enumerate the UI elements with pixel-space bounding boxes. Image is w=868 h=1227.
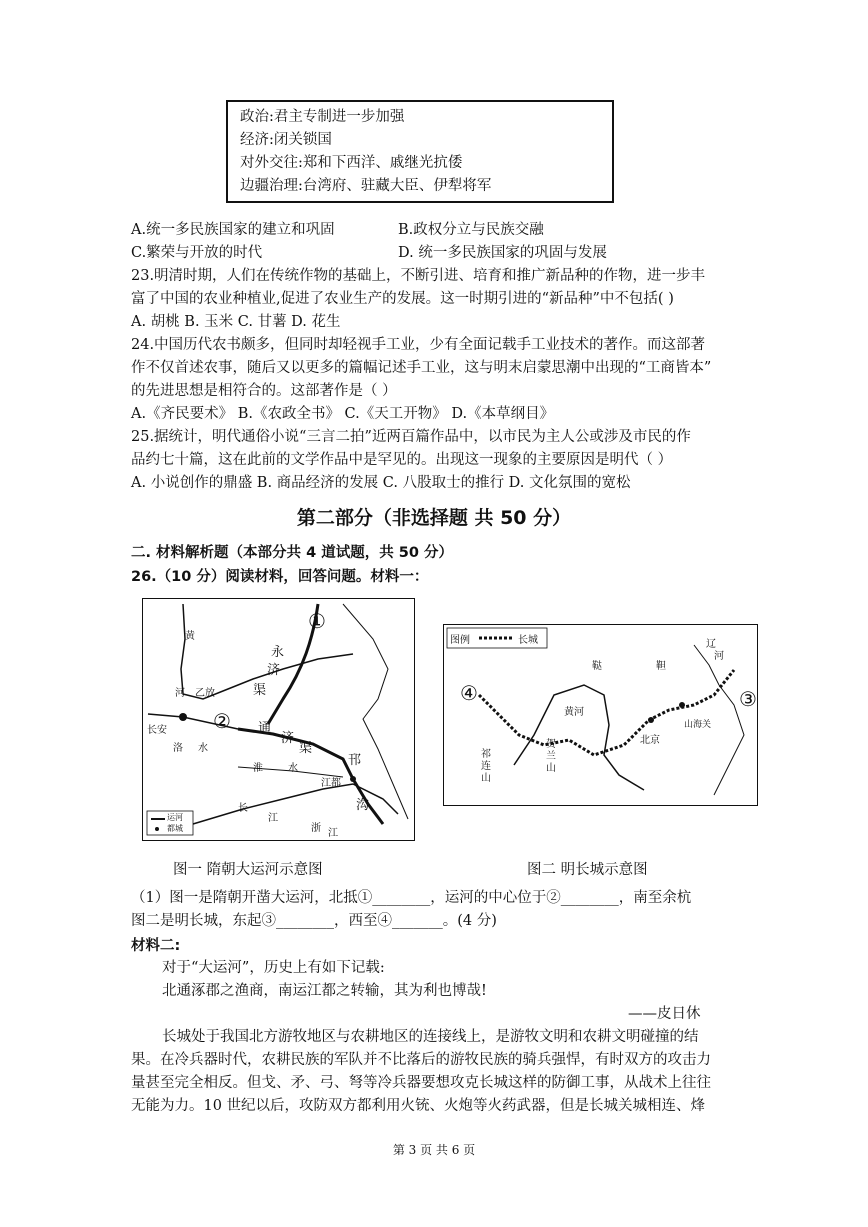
map-legend-label: 都城 [167, 824, 183, 833]
map-label: 长 [238, 803, 248, 814]
map-label: 水 [288, 763, 298, 774]
map-label: 渠 [299, 741, 313, 756]
material2-para: 无能为力。10 世纪以后，攻防双方都利用火铳、火炮等火药武器，但是长城关城相连、烽 [131, 1098, 706, 1114]
material2-para: 长城处于我国北方游牧地区与农耕地区的连接线上，是游牧文明和农耕文明碰撞的结 [162, 1029, 699, 1045]
map-label: 沟 [356, 798, 370, 813]
map-legend-label: 运河 [167, 813, 183, 822]
marker-3: ③ [739, 687, 757, 711]
map-label: 贺 [546, 739, 556, 750]
section-heading: 二. 材料解析题（本部分共 4 道试题，共 50 分） [131, 545, 454, 561]
map1-caption: 图一 隋朝大运河示意图 [173, 862, 323, 878]
q22-option-d: D. 统一多民族国家的巩固与发展 [398, 245, 607, 261]
map-label: 济 [281, 731, 295, 746]
map-label: 连 [481, 761, 491, 772]
map-label: 浙 [311, 823, 321, 834]
q26-1-line: 图二是明长城，东起③________，西至④_______。(4 分) [131, 913, 497, 929]
map-label: 渠 [253, 683, 267, 698]
marker-2: ② [213, 709, 231, 733]
q23-options: A. 胡桃 B. 玉米 C. 甘薯 D. 花生 [131, 314, 341, 330]
map-label: 靼 [656, 661, 666, 672]
q23-line: 富了中国的农业种植业,促进了农业生产的发展。这一时期引进的“新品种”中不包括( ) [131, 291, 674, 307]
material2-para: 果。在冷兵器时代，农耕民族的军队并不比落后的游牧民族的骑兵强悍，有时双方的攻击力 [131, 1052, 711, 1068]
legend-label: 图例 [450, 635, 470, 646]
map-label: 江 [328, 828, 338, 839]
map-label: 北京 [640, 735, 660, 746]
map-label: 祁 [481, 749, 491, 760]
ming-wall-map [443, 624, 758, 806]
q26-heading: 26.（10 分）阅读材料，回答问题。材料一： [131, 569, 429, 585]
map-label: 淮 [253, 763, 263, 774]
legend-text: 长城 [518, 635, 538, 646]
q22-option-b: B.政权分立与民族交融 [398, 222, 544, 238]
map2-caption: 图二 明长城示意图 [527, 862, 648, 878]
q23-line: 23.明清时期，人们在传统作物的基础上，不断引进、培育和推广新品种的作物，进一步丰 [131, 268, 706, 284]
map-label: 江都 [321, 778, 341, 789]
map-label: 洛 [173, 743, 183, 754]
map-label: 黄河 [564, 707, 584, 718]
material2-line: 对于“大运河”，历史上有如下记载: [162, 960, 385, 976]
q24-options: A.《齐民要术》 B.《农政全书》 C.《天工开物》 D.《本草纲目》 [131, 406, 555, 422]
q25-line: 25.据统计，明代通俗小说“三言二拍”近两百篇作品中，以市民为主人公或涉及市民的作 [131, 429, 691, 445]
map-label: 黄 [185, 631, 195, 642]
sui-canal-map [142, 598, 415, 841]
marker-4: ④ [460, 681, 478, 705]
map-label: 山海关 [684, 720, 712, 730]
q25-options: A. 小说创作的鼎盛 B. 商品经济的发展 C. 八股取士的推行 D. 文化氛围的宽松 [131, 475, 631, 491]
map-label: 长安 [147, 725, 167, 736]
map-label: 永 [271, 645, 285, 660]
box-line: 政治:君主专制进一步加强 [240, 109, 405, 125]
q25-line: 品约七十篇，这在此前的文学作品中是罕见的。出现这一现象的主要原因是明代（ ） [131, 452, 673, 468]
material2-para: 量甚至完全相反。但戈、矛、弓、弩等冷兵器要想攻克长城这样的防御工事，从战术上往往 [131, 1075, 711, 1091]
map-label: 鞑 [592, 661, 602, 672]
sui-canal-map-drawing [143, 599, 413, 839]
map-label: 河 [175, 688, 185, 699]
map-label: 辽 [706, 639, 716, 650]
material2-line: 北通涿郡之渔商，南运江都之转输，其为利也博哉! [162, 983, 487, 999]
material2-attribution: ——皮日休 [628, 1006, 701, 1022]
map-label: 山 [481, 773, 491, 784]
map-label: 乙放 [195, 688, 215, 699]
q22-option-c: C.繁荣与开放的时代 [131, 245, 263, 261]
map-label: 江 [268, 813, 278, 824]
map-label: 通 [258, 721, 272, 736]
page-footer: 第 3 页 共 6 页 [392, 1143, 476, 1157]
map-label: 邗 [348, 753, 362, 768]
box-line: 对外交往:郑和下西洋、戚继光抗倭 [240, 155, 463, 171]
map-label: 济 [267, 663, 281, 678]
box-line: 经济:闭关锁国 [240, 132, 332, 148]
marker-1: ① [308, 609, 326, 633]
material2-title: 材料二: [131, 938, 181, 954]
q22-option-a: A.统一多民族国家的建立和巩固 [131, 222, 335, 238]
map-label: 山 [546, 763, 556, 774]
summary-box [226, 100, 614, 203]
map-label: 水 [198, 743, 208, 754]
q24-line: 的先进思想是相符合的。这部著作是（ ） [131, 383, 397, 399]
q24-line: 24.中国历代农书颇多，但同时却轻视手工业，少有全面记载手工业技术的著作。而这部著 [131, 337, 706, 353]
q24-line: 作不仅首述农事，随后又以更多的篇幅记述手工业，这与明末启蒙思潮中出现的“工商皆本” [131, 360, 712, 376]
map-label: 河 [714, 651, 724, 662]
q26-1-line: （1）图一是隋朝开凿大运河，北抵①________，运河的中心位于②________，南至余杭 [131, 890, 692, 906]
map-label: 兰 [546, 751, 556, 762]
part2-title: 第二部分（非选择题 共 50 分） [296, 507, 572, 529]
box-line: 边疆治理:台湾府、驻藏大臣、伊犁将军 [240, 178, 492, 194]
